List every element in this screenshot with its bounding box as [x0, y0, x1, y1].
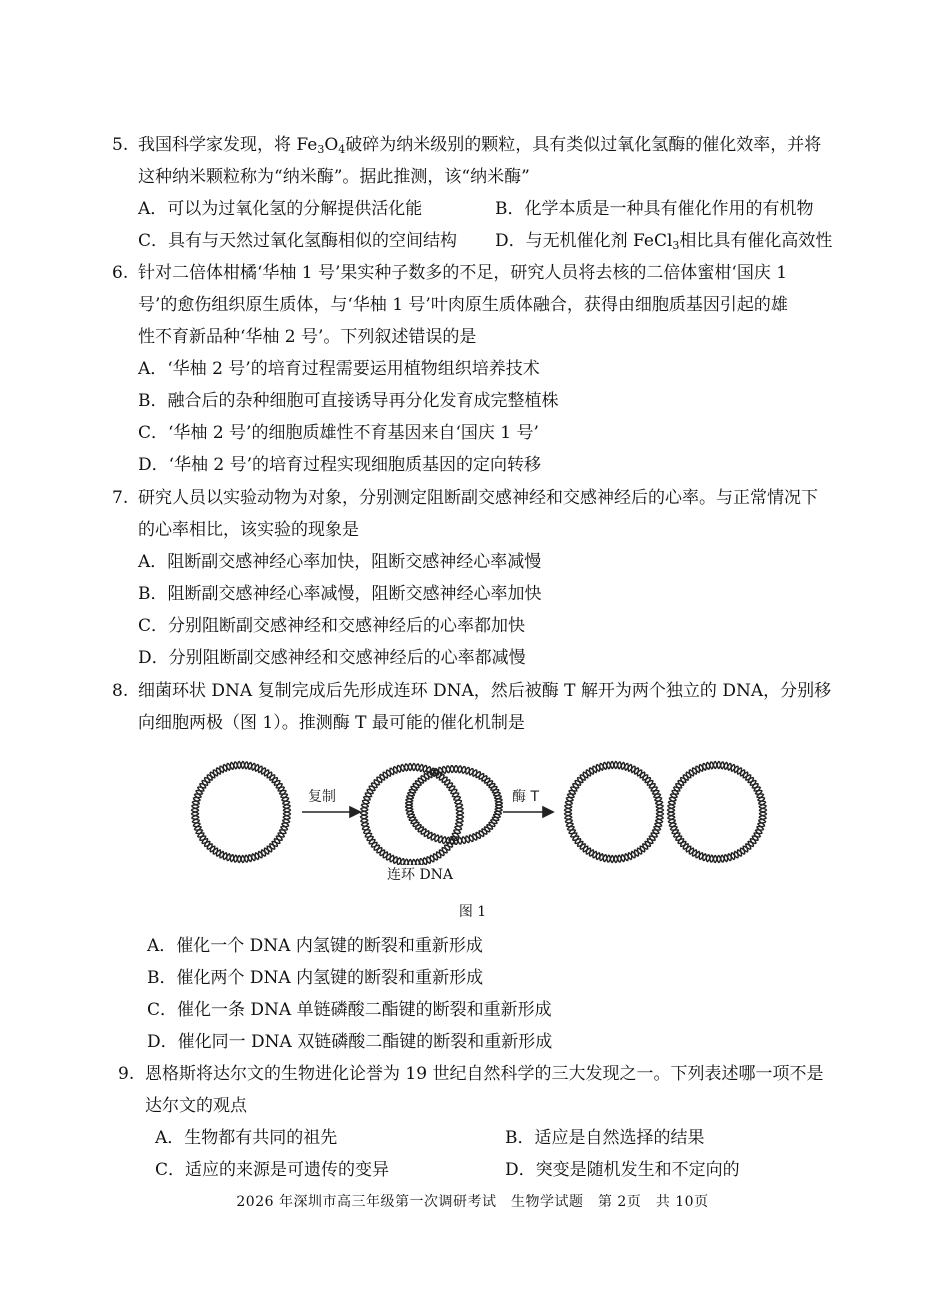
q5-option-b: B．化学本质是一种具有催化作用的有机物 [495, 199, 814, 219]
q5-number: 5. [112, 135, 129, 155]
enzyme-arrowhead [543, 807, 553, 817]
q6-option-d: D．‘华柚 2 号’的培育过程实现细胞质基因的定向转移 [138, 455, 542, 475]
catenane-ring-right-strand2 [406, 766, 503, 845]
q9-stem-line1: 恩格斯将达尔文的生物进化论誉为 19 世纪自然科学的三大发现之一。下列表述哪一项不是 [145, 1064, 824, 1084]
q8-stem-line1: 细菌环状 DNA 复制完成后先形成连环 DNA，然后被酶 T 解开为两个独立的 DNA，分别移 [138, 681, 832, 701]
enzyme-t-label: 酶 T [512, 789, 540, 805]
q9-option-c: C．适应的来源是可遗传的变异 [155, 1160, 390, 1180]
q6-option-c: C．‘华柚 2 号’的细胞质雄性不育基因来自‘国庆 1 号’ [138, 423, 539, 443]
q7-stem-line1: 研究人员以实验动物为对象，分别测定阻断副交感神经和交感神经后的心率。与正常情况下 [138, 488, 818, 508]
daughter-dna-ring-1-strand2 [565, 762, 664, 863]
q8-number: 8. [112, 681, 129, 701]
q6-stem-line3: 性不育新品种‘华柚 2 号’。下列叙述错误的是 [138, 327, 477, 347]
q6-option-b: B．融合后的杂种细胞可直接诱导再分化发育成完整植株 [138, 391, 559, 411]
q8-option-a: A．催化一个 DNA 内氢键的断裂和重新形成 [147, 936, 483, 956]
daughter-dna-ring-2 [668, 762, 767, 863]
page-footer: 2026 年深圳市高三年级第一次调研考试 生物学试题 第 2页 共 10页 [236, 1194, 709, 1210]
q6-number: 6. [112, 263, 129, 283]
dna-replication-diagram [190, 755, 780, 865]
q5-option-c: C．具有与天然过氧化氢酶相似的空间结构 [138, 231, 458, 251]
q7-stem-line2: 的心率相比，该实验的现象是 [138, 520, 359, 540]
q6-stem-line1: 针对二倍体柑橘‘华柚 1 号’果实种子数多的不足，研究人员将去核的二倍体蜜柑‘国庆 1 [138, 263, 788, 283]
catenane-dna-label: 连环 DNA [387, 867, 454, 883]
q7-option-b: B．阻断副交感神经心率减慢，阻断交感神经心率加快 [138, 584, 542, 604]
q9-stem-line2: 达尔文的观点 [145, 1096, 247, 1116]
q7-number: 7. [112, 488, 129, 508]
q8-option-c: C．催化一条 DNA 单链磷酸二酯键的断裂和重新形成 [147, 1000, 552, 1020]
q9-option-a: A．生物都有共同的祖先 [155, 1128, 338, 1148]
q5-option-d: D．与无机催化剂 FeCl$_3$相比具有催化高效性 [495, 231, 833, 252]
q8-stem-line2: 向细胞两极（图 1）。推测酶 T 最可能的催化机制是 [138, 713, 525, 733]
daughter-dna-ring-2-strand2 [668, 762, 767, 863]
q8-option-d: D．催化同一 DNA 双链磷酸二酯键的断裂和重新形成 [147, 1032, 553, 1052]
q9-option-b: B．适应是自然选择的结果 [505, 1128, 705, 1148]
catenane-ring-right [406, 766, 503, 845]
parent-dna-ring-strand2 [192, 762, 291, 863]
q6-stem-line2: 号’的愈伤组织原生质体，与‘华柚 1 号’叶肉原生质体融合，获得由细胞质基因引起的雄 [138, 295, 788, 315]
q6-option-a: A．‘华柚 2 号’的培育过程需要运用植物组织培养技术 [138, 359, 540, 379]
q8-option-b: B．催化两个 DNA 内氢键的断裂和重新形成 [147, 968, 484, 988]
daughter-dna-ring-1 [565, 762, 664, 863]
q7-option-c: C．分别阻断副交感神经和交感神经后的心率都加快 [138, 616, 526, 636]
q9-number: 9. [118, 1064, 135, 1084]
figure-caption: 图 1 [458, 904, 487, 920]
parent-dna-ring [192, 762, 291, 863]
q7-option-d: D．分别阻断副交感神经和交感神经后的心率都减慢 [138, 648, 526, 668]
q7-option-a: A．阻断副交感神经心率加快，阻断交感神经心率减慢 [138, 552, 542, 572]
replication-label: 复制 [308, 789, 336, 805]
replication-arrowhead [350, 807, 360, 817]
q5-stem-line1: 我国科学家发现，将 $Fe_3O_4$破碎为纳米级别的颗粒，具有类似过氧化氢酶的催化效率，并将 [138, 135, 822, 156]
q5-stem-line2: 这种纳米颗粒称为“纳米酶”。据此推测，该“纳米酶” [138, 167, 530, 187]
q5-option-a: A．可以为过氧化氢的分解提供活化能 [138, 199, 423, 219]
q9-option-d: D．突变是随机发生和不定向的 [505, 1160, 740, 1180]
